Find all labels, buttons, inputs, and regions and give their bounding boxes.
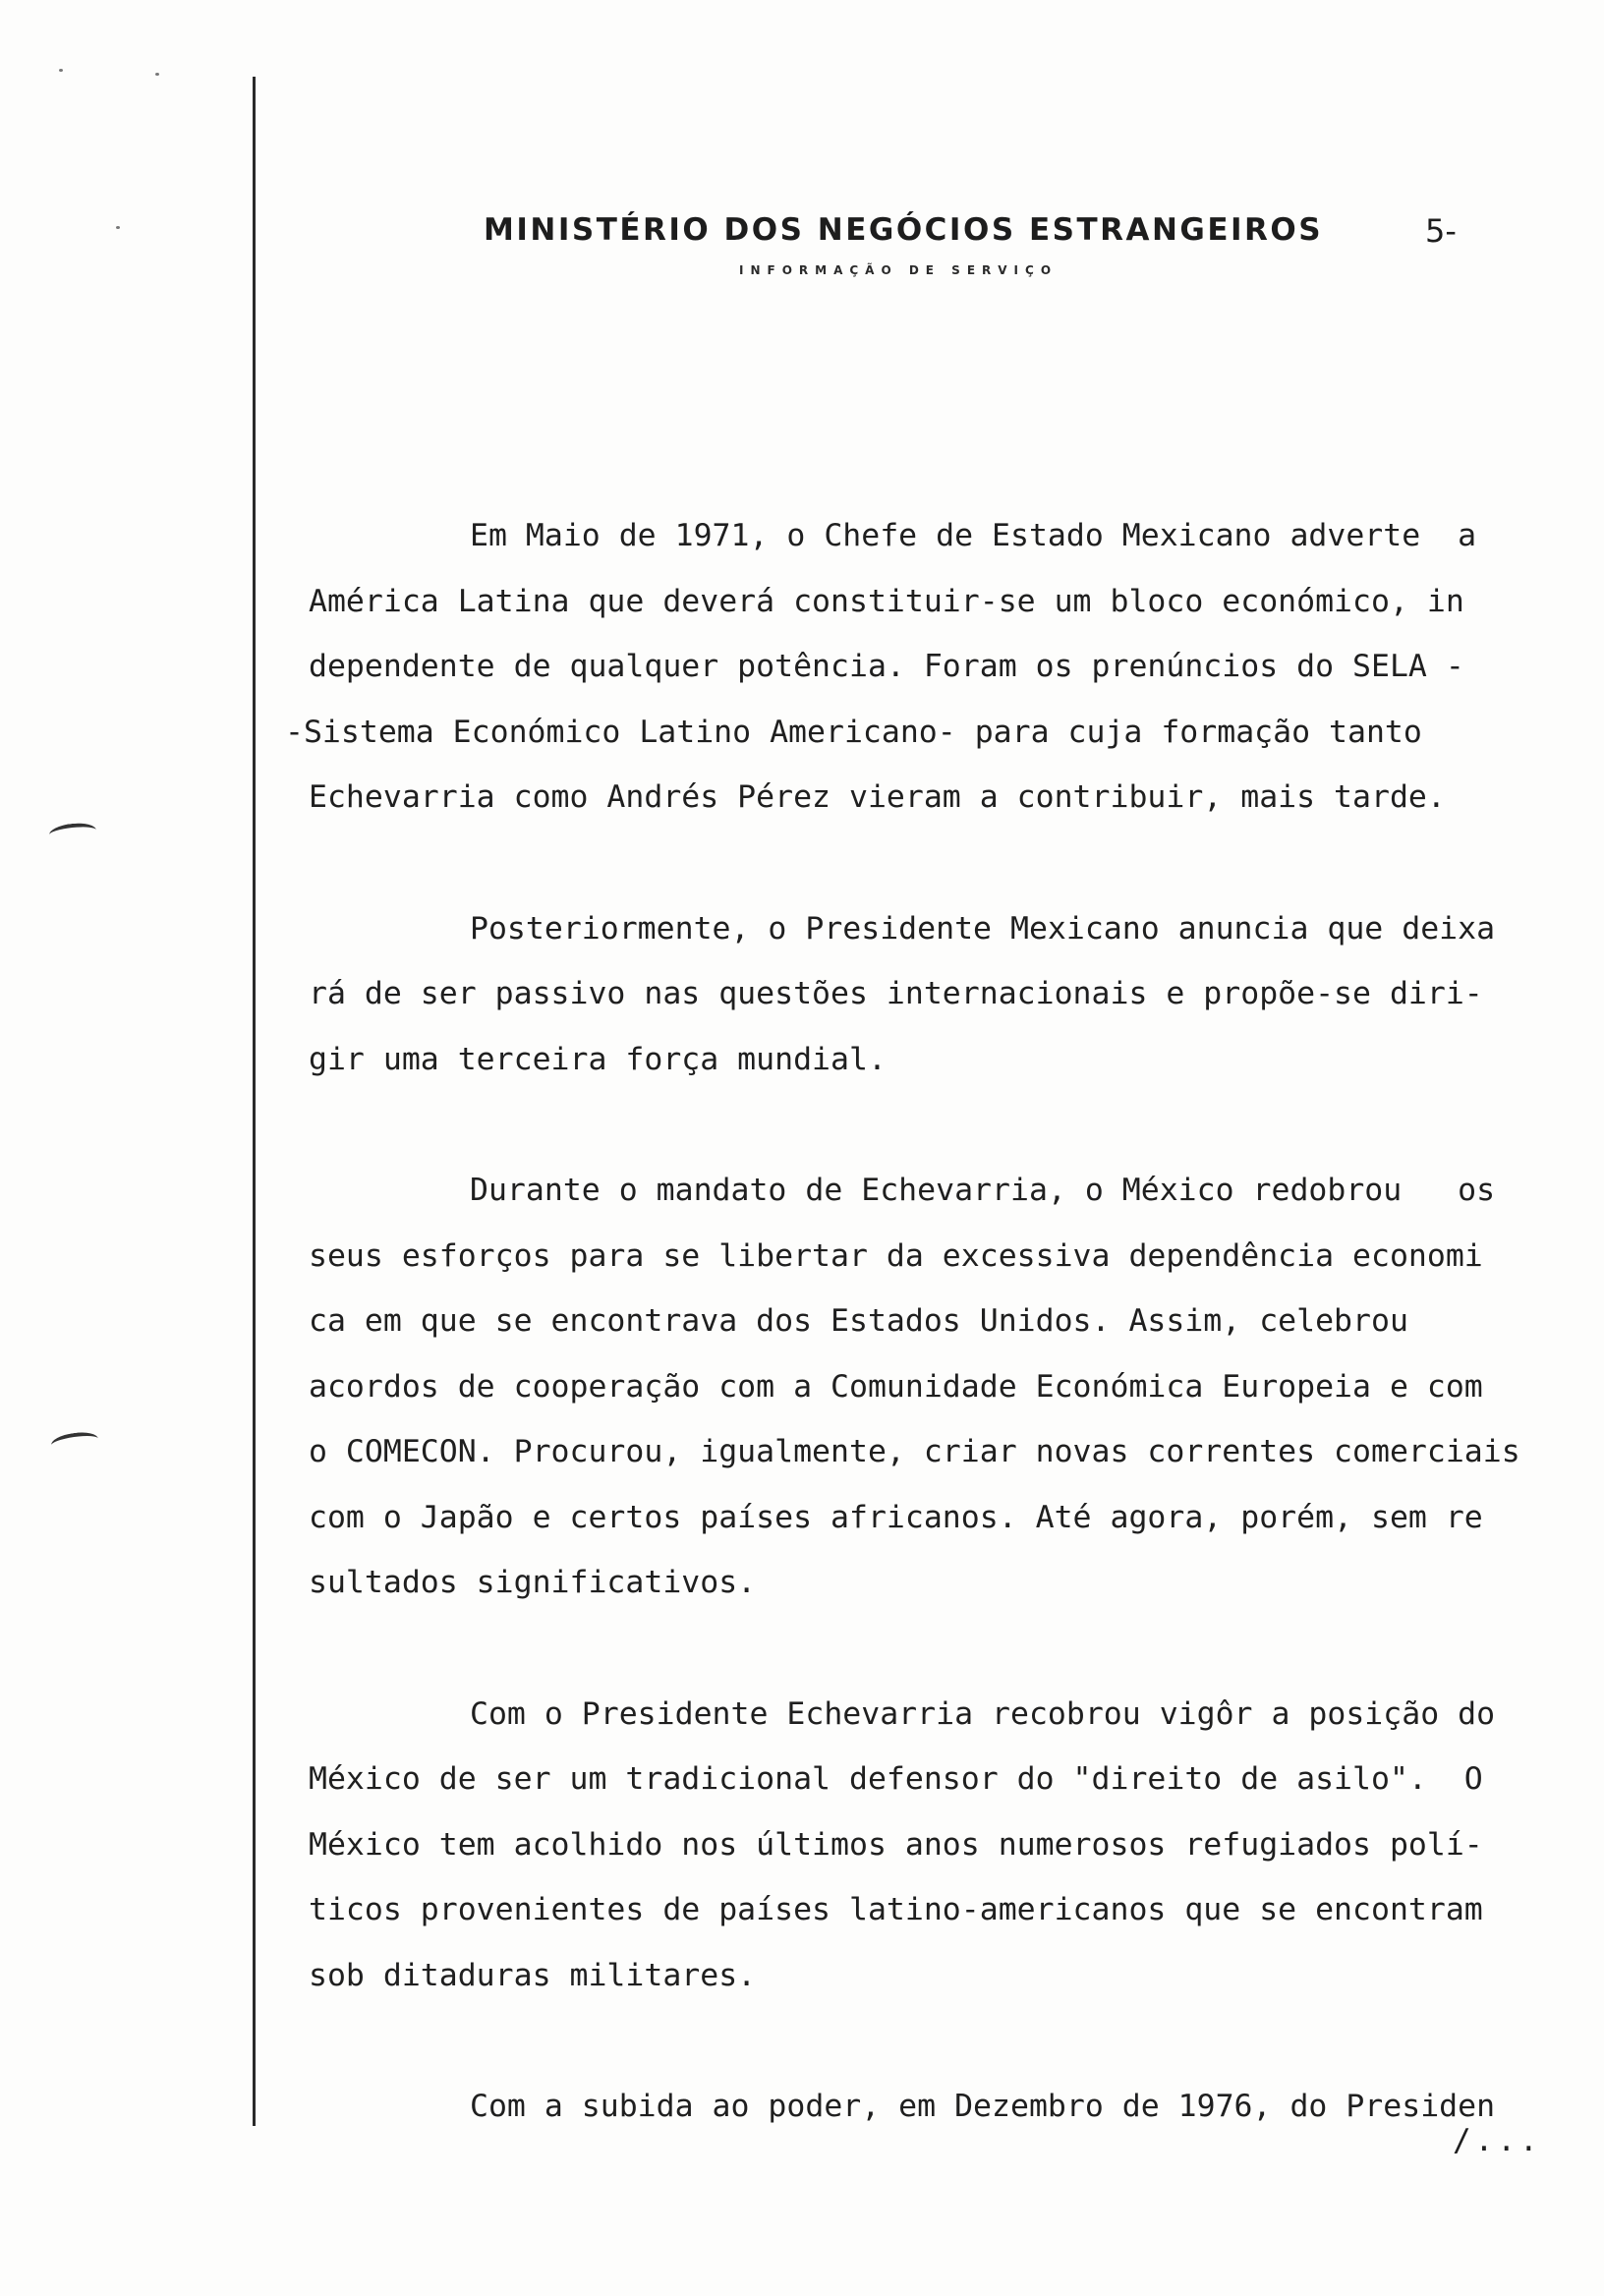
binder-hole-mark — [48, 822, 97, 844]
paper-speck — [59, 69, 63, 72]
text-line: com o Japão e certos países africanos. Até agora, porém, sem re — [309, 1499, 1483, 1535]
paragraph — [309, 1682, 1576, 2009]
continuation-mark: /... — [1453, 2123, 1542, 2158]
text-line: o COMECON. Procurou, igualmente, criar novas correntes comerciais — [309, 1434, 1520, 1469]
text-line: México tem acolhido nos últimos anos numerosos refugiados polí- — [309, 1826, 1483, 1863]
text-line: Echevarria como Andrés Pérez vieram a contribuir, mais tarde. — [309, 779, 1446, 815]
paragraph — [285, 503, 1576, 831]
text-line: ticos provenientes de países latino-americanos que se encontram — [309, 1892, 1483, 1927]
text-line: sob ditaduras militares. — [309, 1957, 757, 1993]
text-line: México de ser um tradicional defensor do "direito de asilo". O — [309, 1761, 1483, 1797]
left-margin-rule — [253, 77, 256, 2126]
text-line: Posteriormente, o Presidente Mexicano anuncia que deixa — [470, 910, 1496, 947]
text-line: ca em que se encontrava dos Estados Unidos. Assim, celebrou — [309, 1303, 1408, 1339]
paper-speck — [155, 73, 159, 76]
text-line: gir uma terceira força mundial. — [309, 1041, 887, 1077]
page-number: 5- — [1425, 212, 1457, 250]
text-line: acordos de cooperação com a Comunidade Económica Europeia e com — [309, 1368, 1483, 1405]
text-line: -Sistema Económico Latino Americano- para cuja formação tanto — [285, 714, 1422, 750]
text-line: Durante o mandato de Echevarria, o México redobrou os — [470, 1173, 1496, 1208]
document-subtitle: INFORMAÇÃO DE SERVIÇO — [739, 263, 1059, 277]
text-line: Com o Presidente Echevarria recobrou vigôr a posição do — [470, 1695, 1496, 1732]
paragraph — [309, 896, 1576, 1093]
text-line: sultados significativos. — [309, 1565, 757, 1600]
typed-body — [285, 503, 1576, 2206]
text-line: rá de ser passivo nas questões internacionais e propõe-se diri- — [309, 976, 1483, 1011]
paragraph — [309, 1158, 1576, 1616]
binder-hole-mark — [50, 1430, 99, 1455]
letterhead — [472, 208, 1582, 287]
paper-speck — [116, 226, 120, 229]
text-line: Em Maio de 1971, o Chefe de Estado Mexicano adverte a — [470, 518, 1477, 553]
text-line: Com a subida ao poder, em Dezembro de 1976, do Presiden — [470, 2089, 1496, 2124]
text-line: seus esforços para se libertar da excessiva dependência economi — [309, 1237, 1483, 1274]
text-line: América Latina que deverá constituir-se um bloco económico, in — [309, 583, 1464, 619]
text-line: dependente de qualquer potência. Foram os prenúncios do SELA - — [309, 649, 1464, 684]
ministry-title: MINISTÉRIO DOS NEGÓCIOS ESTRANGEIROS — [484, 212, 1324, 248]
paragraph — [309, 2074, 1576, 2140]
